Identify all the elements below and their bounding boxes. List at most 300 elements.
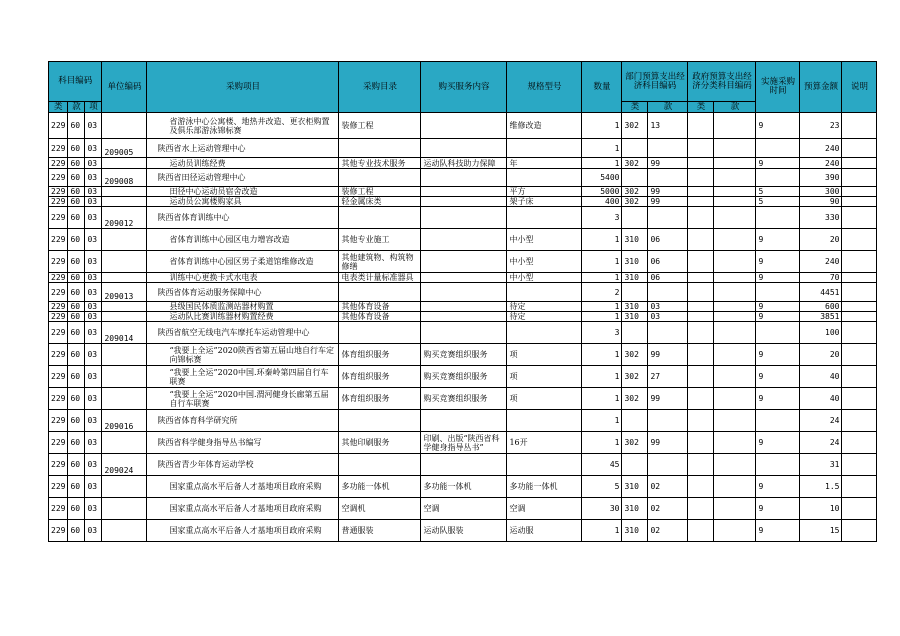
xiang-cell: 03 [85, 388, 102, 410]
qty-cell: 30 [582, 498, 622, 520]
note-cell [842, 322, 877, 344]
kuan-cell: 60 [68, 312, 85, 322]
gov-lei-cell [688, 197, 714, 207]
table-row [49, 187, 877, 197]
lei-cell: 229 [49, 113, 68, 139]
time-cell: 9 [756, 520, 800, 542]
kuan-cell: 60 [68, 432, 85, 454]
service-cell: 印刷、出版“陕西省科学健身指导丛书” [421, 432, 507, 454]
gov-lei-cell [688, 283, 714, 302]
amount-cell: 4451 [800, 283, 842, 302]
service-cell [421, 302, 507, 312]
unit-code-cell [102, 158, 147, 169]
table-row [49, 113, 877, 139]
gov-lei-cell [688, 273, 714, 283]
service-cell [421, 454, 507, 476]
note-cell [842, 169, 877, 187]
spec-cell [507, 139, 582, 158]
note-cell [842, 207, 877, 229]
project-cell: 陕西省水上运动管理中心 [147, 139, 339, 158]
catalog-cell: 其他专业技术服务 [339, 158, 421, 169]
spec-cell: 16开 [507, 432, 582, 454]
gov-lei-cell [688, 344, 714, 366]
header-time: 实施采购时间 [756, 62, 800, 113]
amount-cell: 390 [800, 169, 842, 187]
header-gov-kuan: 款 [714, 102, 756, 113]
table-row [49, 520, 877, 542]
unit-code-cell [102, 302, 147, 312]
table-body [49, 113, 877, 542]
catalog-cell [339, 454, 421, 476]
gov-kuan-cell [714, 169, 756, 187]
project-cell: 陕西省体育科学研究所 [147, 410, 339, 432]
note-cell [842, 139, 877, 158]
table-row [49, 312, 877, 322]
spec-cell [507, 169, 582, 187]
gov-lei-cell [688, 158, 714, 169]
gov-kuan-cell [714, 187, 756, 197]
project-cell: 县级国民体质监测站器材购置 [147, 302, 339, 312]
note-cell [842, 410, 877, 432]
xiang-cell: 03 [85, 251, 102, 273]
gov-lei-cell [688, 322, 714, 344]
gov-lei-cell [688, 454, 714, 476]
amount-cell: 1.5 [800, 476, 842, 498]
time-cell [756, 139, 800, 158]
gov-kuan-cell [714, 410, 756, 432]
xiang-cell: 03 [85, 312, 102, 322]
qty-cell: 1 [582, 139, 622, 158]
gov-lei-cell [688, 432, 714, 454]
qty-cell: 3 [582, 207, 622, 229]
unit-code-cell [102, 520, 147, 542]
time-cell: 9 [756, 388, 800, 410]
catalog-cell: 多功能一体机 [339, 476, 421, 498]
xiang-cell: 03 [85, 432, 102, 454]
time-cell: 9 [756, 251, 800, 273]
dept-kuan-cell: 02 [648, 476, 688, 498]
kuan-cell: 60 [68, 169, 85, 187]
service-cell: 运动队科技助力保障 [421, 158, 507, 169]
dept-kuan-cell: 06 [648, 229, 688, 251]
unit-code-cell: 209024 [102, 454, 147, 476]
dept-kuan-cell: 27 [648, 366, 688, 388]
table-row [49, 273, 877, 283]
service-cell [421, 187, 507, 197]
time-cell: 9 [756, 344, 800, 366]
amount-cell: 300 [800, 187, 842, 197]
catalog-cell: 其他体育设备 [339, 302, 421, 312]
xiang-cell: 03 [85, 498, 102, 520]
qty-cell: 1 [582, 432, 622, 454]
dept-kuan-cell [648, 139, 688, 158]
amount-cell: 24 [800, 432, 842, 454]
kuan-cell: 60 [68, 520, 85, 542]
spec-cell: 项 [507, 366, 582, 388]
service-cell: 运动队服装 [421, 520, 507, 542]
time-cell [756, 169, 800, 187]
gov-lei-cell [688, 251, 714, 273]
header-dept-econ: 部门预算支出经济科目编码 [622, 62, 688, 102]
xiang-cell: 03 [85, 410, 102, 432]
lei-cell: 229 [49, 169, 68, 187]
dept-kuan-cell: 99 [648, 187, 688, 197]
header-note: 说明 [842, 62, 877, 113]
amount-cell: 24 [800, 410, 842, 432]
kuan-cell: 60 [68, 187, 85, 197]
project-cell: 运动队比赛训练器材购置经费 [147, 312, 339, 322]
spec-cell: 项 [507, 344, 582, 366]
spec-cell [507, 454, 582, 476]
gov-kuan-cell [714, 366, 756, 388]
dept-lei-cell [622, 410, 648, 432]
time-cell: 9 [756, 229, 800, 251]
project-cell: “我要上全运”2020中国.渭河健身长廊第五届自行车联赛 [147, 388, 339, 410]
service-cell [421, 251, 507, 273]
catalog-cell [339, 283, 421, 302]
lei-cell: 229 [49, 229, 68, 251]
dept-kuan-cell: 03 [648, 312, 688, 322]
table-row [49, 388, 877, 410]
table-row [49, 366, 877, 388]
lei-cell: 229 [49, 432, 68, 454]
gov-lei-cell [688, 366, 714, 388]
time-cell: 9 [756, 476, 800, 498]
qty-cell: 1 [582, 312, 622, 322]
amount-cell: 10 [800, 498, 842, 520]
dept-kuan-cell [648, 207, 688, 229]
qty-cell: 1 [582, 158, 622, 169]
lei-cell: 229 [49, 273, 68, 283]
time-cell [756, 410, 800, 432]
catalog-cell: 其他专业施工 [339, 229, 421, 251]
lei-cell: 229 [49, 139, 68, 158]
amount-cell: 70 [800, 273, 842, 283]
note-cell [842, 344, 877, 366]
gov-kuan-cell [714, 229, 756, 251]
time-cell: 9 [756, 432, 800, 454]
qty-cell: 5000 [582, 187, 622, 197]
lei-cell: 229 [49, 388, 68, 410]
time-cell [756, 283, 800, 302]
dept-lei-cell: 310 [622, 251, 648, 273]
dept-lei-cell: 310 [622, 312, 648, 322]
lei-cell: 229 [49, 251, 68, 273]
gov-kuan-cell [714, 322, 756, 344]
unit-code-cell: 209014 [102, 322, 147, 344]
spec-cell [507, 283, 582, 302]
amount-cell: 100 [800, 322, 842, 344]
unit-code-cell [102, 197, 147, 207]
catalog-cell: 装修工程 [339, 113, 421, 139]
dept-kuan-cell [648, 410, 688, 432]
xiang-cell: 03 [85, 322, 102, 344]
dept-lei-cell: 302 [622, 187, 648, 197]
unit-code-cell [102, 187, 147, 197]
spec-cell: 中小型 [507, 273, 582, 283]
amount-cell: 240 [800, 251, 842, 273]
spec-cell: 架子床 [507, 197, 582, 207]
amount-cell: 40 [800, 388, 842, 410]
project-cell: 省体育训练中心园区电力增容改造 [147, 229, 339, 251]
xiang-cell: 03 [85, 169, 102, 187]
lei-cell: 229 [49, 476, 68, 498]
table-row [49, 432, 877, 454]
time-cell: 9 [756, 158, 800, 169]
amount-cell: 240 [800, 158, 842, 169]
table-row [49, 302, 877, 312]
time-cell [756, 207, 800, 229]
catalog-cell: 体育组织服务 [339, 388, 421, 410]
unit-code-cell [102, 432, 147, 454]
project-cell: 省游泳中心公寓楼、地热井改造、更衣柜购置及俱乐部游泳锦标赛 [147, 113, 339, 139]
gov-lei-cell [688, 410, 714, 432]
project-cell: 陕西省体育运动服务保障中心 [147, 283, 339, 302]
service-cell [421, 283, 507, 302]
gov-kuan-cell [714, 139, 756, 158]
unit-code-cell [102, 498, 147, 520]
gov-lei-cell [688, 476, 714, 498]
amount-cell: 20 [800, 229, 842, 251]
xiang-cell: 03 [85, 197, 102, 207]
kuan-cell: 60 [68, 158, 85, 169]
dept-kuan-cell: 99 [648, 388, 688, 410]
service-cell: 多功能一体机 [421, 476, 507, 498]
gov-kuan-cell [714, 388, 756, 410]
kuan-cell: 60 [68, 251, 85, 273]
gov-kuan-cell [714, 158, 756, 169]
header-qty: 数量 [582, 62, 622, 113]
table-row [49, 454, 877, 476]
table-header [49, 62, 877, 113]
qty-cell: 2 [582, 283, 622, 302]
header-unit-code: 单位编码 [102, 62, 147, 113]
unit-code-cell [102, 273, 147, 283]
project-cell: 陕西省青少年体育运动学校 [147, 454, 339, 476]
dept-lei-cell: 302 [622, 388, 648, 410]
lei-cell: 229 [49, 344, 68, 366]
xiang-cell: 03 [85, 520, 102, 542]
gov-kuan-cell [714, 454, 756, 476]
catalog-cell: 轻金属床类 [339, 197, 421, 207]
dept-lei-cell: 310 [622, 229, 648, 251]
table-row [49, 169, 877, 187]
header-xiang: 项 [85, 102, 102, 113]
dept-lei-cell: 302 [622, 366, 648, 388]
service-cell: 购买竞赛组织服务 [421, 388, 507, 410]
header-dept-kuan: 款 [648, 102, 688, 113]
gov-lei-cell [688, 229, 714, 251]
gov-lei-cell [688, 520, 714, 542]
dept-lei-cell: 302 [622, 158, 648, 169]
dept-kuan-cell: 99 [648, 344, 688, 366]
gov-kuan-cell [714, 113, 756, 139]
note-cell [842, 113, 877, 139]
gov-kuan-cell [714, 432, 756, 454]
unit-code-cell [102, 388, 147, 410]
gov-kuan-cell [714, 476, 756, 498]
gov-kuan-cell [714, 197, 756, 207]
catalog-cell: 其他体育设备 [339, 312, 421, 322]
qty-cell: 400 [582, 197, 622, 207]
header-gov-lei: 类 [688, 102, 714, 113]
dept-kuan-cell [648, 454, 688, 476]
project-cell: 运动员训练经费 [147, 158, 339, 169]
lei-cell: 229 [49, 283, 68, 302]
qty-cell: 1 [582, 229, 622, 251]
qty-cell: 1 [582, 410, 622, 432]
catalog-cell: 普通服装 [339, 520, 421, 542]
gov-lei-cell [688, 169, 714, 187]
qty-cell: 3 [582, 322, 622, 344]
service-cell [421, 197, 507, 207]
dept-kuan-cell [648, 169, 688, 187]
amount-cell: 330 [800, 207, 842, 229]
qty-cell: 5 [582, 476, 622, 498]
project-cell: 省体育训练中心园区男子柔道馆维修改造 [147, 251, 339, 273]
catalog-cell: 装修工程 [339, 187, 421, 197]
spec-cell: 多功能一体机 [507, 476, 582, 498]
table-row [49, 229, 877, 251]
xiang-cell: 03 [85, 344, 102, 366]
catalog-cell: 体育组织服务 [339, 366, 421, 388]
project-cell: “我要上全运”2020陕西省第五届山地自行车定向锦标赛 [147, 344, 339, 366]
dept-kuan-cell: 02 [648, 498, 688, 520]
gov-kuan-cell [714, 273, 756, 283]
kuan-cell: 60 [68, 113, 85, 139]
table-row [49, 158, 877, 169]
project-cell: 陕西省航空无线电汽车摩托车运动管理中心 [147, 322, 339, 344]
unit-code-cell [102, 113, 147, 139]
note-cell [842, 197, 877, 207]
gov-lei-cell [688, 187, 714, 197]
xiang-cell: 03 [85, 187, 102, 197]
time-cell: 5 [756, 197, 800, 207]
catalog-cell [339, 322, 421, 344]
service-cell: 购买竞赛组织服务 [421, 344, 507, 366]
table-row [49, 207, 877, 229]
qty-cell: 1 [582, 302, 622, 312]
note-cell [842, 251, 877, 273]
lei-cell: 229 [49, 187, 68, 197]
header-lei: 类 [49, 102, 68, 113]
qty-cell: 1 [582, 388, 622, 410]
unit-code-cell: 209012 [102, 207, 147, 229]
gov-kuan-cell [714, 283, 756, 302]
kuan-cell: 60 [68, 388, 85, 410]
qty-cell: 5400 [582, 169, 622, 187]
xiang-cell: 03 [85, 207, 102, 229]
table-row [49, 251, 877, 273]
header-dept-lei: 类 [622, 102, 648, 113]
catalog-cell: 其他建筑物、构筑物修缮 [339, 251, 421, 273]
amount-cell: 40 [800, 366, 842, 388]
table-row [49, 139, 877, 158]
project-cell: 国家重点高水平后备人才基地项目政府采购 [147, 498, 339, 520]
project-cell: “我要上全运”2020中国.环秦岭第四届自行车联赛 [147, 366, 339, 388]
dept-kuan-cell: 06 [648, 251, 688, 273]
dept-lei-cell [622, 139, 648, 158]
kuan-cell: 60 [68, 344, 85, 366]
service-cell [421, 207, 507, 229]
dept-lei-cell: 310 [622, 302, 648, 312]
note-cell [842, 432, 877, 454]
service-cell [421, 229, 507, 251]
spec-cell: 运动服 [507, 520, 582, 542]
dept-lei-cell [622, 169, 648, 187]
dept-lei-cell: 302 [622, 113, 648, 139]
kuan-cell: 60 [68, 366, 85, 388]
service-cell [421, 322, 507, 344]
spec-cell: 空调 [507, 498, 582, 520]
table-row [49, 283, 877, 302]
dept-lei-cell: 310 [622, 273, 648, 283]
gov-lei-cell [688, 498, 714, 520]
dept-lei-cell [622, 322, 648, 344]
note-cell [842, 158, 877, 169]
kuan-cell: 60 [68, 498, 85, 520]
project-cell: 训练中心更换卡式水电表 [147, 273, 339, 283]
kuan-cell: 60 [68, 229, 85, 251]
amount-cell: 90 [800, 197, 842, 207]
procurement-table [48, 61, 877, 542]
lei-cell: 229 [49, 498, 68, 520]
dept-lei-cell [622, 207, 648, 229]
unit-code-cell [102, 251, 147, 273]
kuan-cell: 60 [68, 273, 85, 283]
gov-lei-cell [688, 312, 714, 322]
dept-lei-cell: 302 [622, 197, 648, 207]
gov-lei-cell [688, 207, 714, 229]
xiang-cell: 03 [85, 273, 102, 283]
lei-cell: 229 [49, 302, 68, 312]
header-service: 购买服务内容 [421, 62, 507, 113]
amount-cell: 600 [800, 302, 842, 312]
header-catalog: 采购目录 [339, 62, 421, 113]
gov-lei-cell [688, 139, 714, 158]
xiang-cell: 03 [85, 113, 102, 139]
time-cell: 9 [756, 302, 800, 312]
gov-kuan-cell [714, 344, 756, 366]
amount-cell: 3851 [800, 312, 842, 322]
kuan-cell: 60 [68, 197, 85, 207]
lei-cell: 229 [49, 366, 68, 388]
spec-cell: 项 [507, 388, 582, 410]
lei-cell: 229 [49, 312, 68, 322]
service-cell [421, 113, 507, 139]
unit-code-cell [102, 366, 147, 388]
table-row [49, 322, 877, 344]
project-cell: 田径中心运动员宿舍改造 [147, 187, 339, 197]
dept-lei-cell: 310 [622, 476, 648, 498]
header-amount: 预算金额 [800, 62, 842, 113]
lei-cell: 229 [49, 322, 68, 344]
dept-lei-cell: 310 [622, 520, 648, 542]
qty-cell: 1 [582, 251, 622, 273]
spec-cell: 中小型 [507, 251, 582, 273]
header-project: 采购项目 [147, 62, 339, 113]
unit-code-cell: 209016 [102, 410, 147, 432]
kuan-cell: 60 [68, 410, 85, 432]
time-cell: 9 [756, 312, 800, 322]
gov-kuan-cell [714, 498, 756, 520]
table-row [49, 476, 877, 498]
xiang-cell: 03 [85, 454, 102, 476]
catalog-cell [339, 169, 421, 187]
unit-code-cell [102, 344, 147, 366]
time-cell: 9 [756, 273, 800, 283]
dept-kuan-cell: 99 [648, 158, 688, 169]
